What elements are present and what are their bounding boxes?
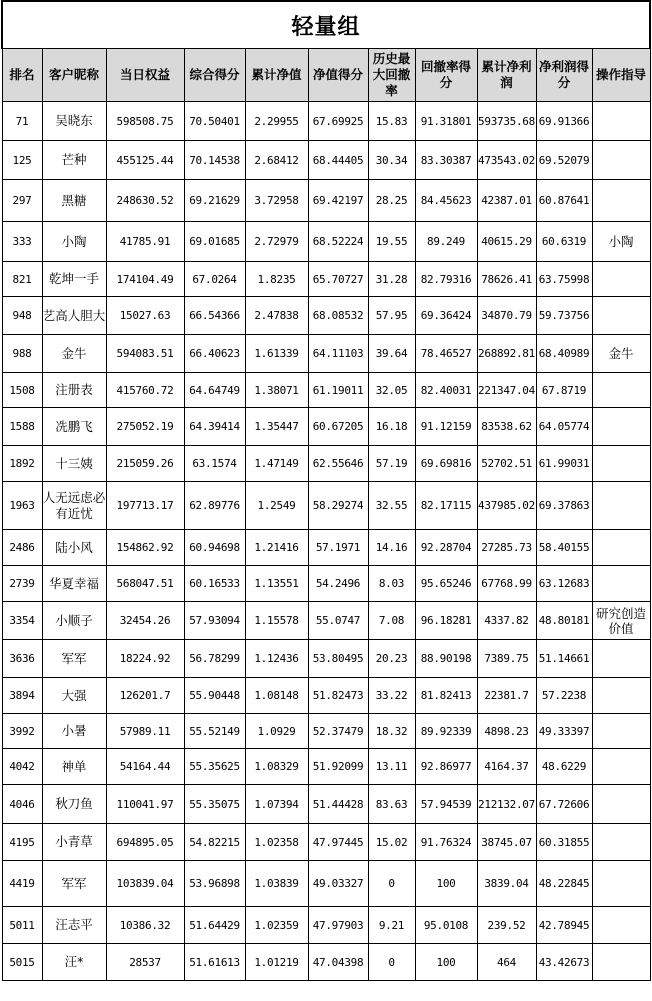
- cell-profit: 473543.02: [477, 141, 536, 180]
- cell-equity: 568047.51: [106, 566, 184, 602]
- cell-profit: 593735.68: [477, 102, 536, 141]
- cell-nav: 2.72979: [245, 222, 308, 262]
- table-row: [2, 262, 650, 297]
- cell-drawdown-score: 91.76324: [415, 824, 477, 861]
- header-drawdown: 历史最大回撤率: [368, 49, 415, 102]
- cell-drawdown-score: 84.45623: [415, 180, 477, 222]
- cell-equity: 15027.63: [106, 297, 184, 335]
- cell-drawdown: 7.08: [368, 602, 415, 640]
- cell-drawdown-score: 82.17115: [415, 482, 477, 530]
- cell-rank: 3636: [2, 640, 42, 678]
- cell-profit-score: 59.73756: [536, 297, 592, 335]
- cell-equity: 598508.75: [106, 102, 184, 141]
- cell-nickname: 艺高人胆大: [42, 297, 106, 335]
- cell-profit: 3839.04: [477, 861, 536, 907]
- cell-drawdown: 19.55: [368, 222, 415, 262]
- cell-score: 51.64429: [184, 907, 245, 944]
- cell-drawdown-score: 82.40031: [415, 373, 477, 408]
- cell-guide: [592, 861, 650, 907]
- cell-drawdown-score: 92.86977: [415, 749, 477, 785]
- cell-profit: 221347.04: [477, 373, 536, 408]
- table-row: [2, 714, 650, 749]
- cell-nav: 1.03839: [245, 861, 308, 907]
- cell-nickname: 汪*: [42, 944, 106, 981]
- table-row: [2, 482, 650, 530]
- table-title: 轻量组: [2, 1, 650, 49]
- table-row: [2, 408, 650, 446]
- cell-nav-score: 47.97903: [308, 907, 368, 944]
- cell-profit-score: 69.37863: [536, 482, 592, 530]
- header-profit-score: 净利润得分: [536, 49, 592, 102]
- table-row: [2, 180, 650, 222]
- cell-guide: [592, 749, 650, 785]
- cell-nickname: 十三姨: [42, 446, 106, 482]
- cell-rank: 3354: [2, 602, 42, 640]
- cell-profit-score: 48.22845: [536, 861, 592, 907]
- cell-guide: [592, 907, 650, 944]
- cell-drawdown-score: 81.82413: [415, 678, 477, 714]
- cell-score: 66.54366: [184, 297, 245, 335]
- table-row: [2, 944, 650, 981]
- table-row: [2, 861, 650, 907]
- cell-nav-score: 68.08532: [308, 297, 368, 335]
- cell-nav: 2.68412: [245, 141, 308, 180]
- cell-rank: 4042: [2, 749, 42, 785]
- cell-equity: 248630.52: [106, 180, 184, 222]
- cell-equity: 455125.44: [106, 141, 184, 180]
- cell-score: 67.0264: [184, 262, 245, 297]
- cell-profit-score: 67.72606: [536, 785, 592, 824]
- cell-nav-score: 68.52224: [308, 222, 368, 262]
- cell-nav-score: 69.42197: [308, 180, 368, 222]
- cell-profit: 4337.82: [477, 602, 536, 640]
- cell-nav: 1.21416: [245, 530, 308, 566]
- table-row: [2, 141, 650, 180]
- cell-profit-score: 49.33397: [536, 714, 592, 749]
- cell-profit-score: 63.75998: [536, 262, 592, 297]
- cell-score: 55.90448: [184, 678, 245, 714]
- cell-score: 55.35625: [184, 749, 245, 785]
- table-row: [2, 335, 650, 373]
- cell-equity: 215059.26: [106, 446, 184, 482]
- cell-score: 54.82215: [184, 824, 245, 861]
- header-nav-score: 净值得分: [308, 49, 368, 102]
- cell-rank: 71: [2, 102, 42, 141]
- cell-nav: 1.0929: [245, 714, 308, 749]
- cell-profit: 38745.07: [477, 824, 536, 861]
- cell-rank: 948: [2, 297, 42, 335]
- cell-profit: 239.52: [477, 907, 536, 944]
- cell-guide: [592, 408, 650, 446]
- cell-nickname: 小青草: [42, 824, 106, 861]
- cell-profit: 268892.81: [477, 335, 536, 373]
- cell-drawdown-score: 69.69816: [415, 446, 477, 482]
- cell-rank: 5015: [2, 944, 42, 981]
- cell-guide: 研究创造价值: [592, 602, 650, 640]
- cell-guide: [592, 714, 650, 749]
- cell-score: 70.50401: [184, 102, 245, 141]
- cell-rank: 988: [2, 335, 42, 373]
- cell-profit: 437985.02: [477, 482, 536, 530]
- header-nickname: 客户昵称: [42, 49, 106, 102]
- cell-score: 56.78299: [184, 640, 245, 678]
- cell-profit: 78626.41: [477, 262, 536, 297]
- cell-score: 69.21629: [184, 180, 245, 222]
- cell-drawdown-score: 100: [415, 944, 477, 981]
- cell-nickname: 华夏幸福: [42, 566, 106, 602]
- cell-nav: 1.47149: [245, 446, 308, 482]
- cell-nickname: 乾坤一手: [42, 262, 106, 297]
- cell-profit-score: 61.99031: [536, 446, 592, 482]
- cell-profit-score: 68.40989: [536, 335, 592, 373]
- cell-drawdown-score: 89.249: [415, 222, 477, 262]
- cell-nickname: 金牛: [42, 335, 106, 373]
- cell-score: 64.64749: [184, 373, 245, 408]
- cell-profit-score: 48.80181: [536, 602, 592, 640]
- cell-nav: 1.08148: [245, 678, 308, 714]
- cell-drawdown-score: 69.36424: [415, 297, 477, 335]
- cell-profit: 42387.01: [477, 180, 536, 222]
- cell-nav-score: 52.37479: [308, 714, 368, 749]
- cell-guide: [592, 180, 650, 222]
- cell-nav-score: 62.55646: [308, 446, 368, 482]
- cell-drawdown: 16.18: [368, 408, 415, 446]
- cell-guide: 金牛: [592, 335, 650, 373]
- cell-nav-score: 67.69925: [308, 102, 368, 141]
- cell-score: 70.14538: [184, 141, 245, 180]
- cell-equity: 174104.49: [106, 262, 184, 297]
- cell-score: 55.35075: [184, 785, 245, 824]
- cell-drawdown: 15.83: [368, 102, 415, 141]
- cell-equity: 275052.19: [106, 408, 184, 446]
- cell-rank: 125: [2, 141, 42, 180]
- cell-drawdown-score: 57.94539: [415, 785, 477, 824]
- cell-nickname: 小暑: [42, 714, 106, 749]
- cell-profit-score: 60.87641: [536, 180, 592, 222]
- cell-guide: [592, 678, 650, 714]
- cell-drawdown: 9.21: [368, 907, 415, 944]
- cell-drawdown-score: 78.46527: [415, 335, 477, 373]
- cell-profit: 212132.07: [477, 785, 536, 824]
- cell-guide: [592, 373, 650, 408]
- cell-nickname: 黑糖: [42, 180, 106, 222]
- cell-equity: 126201.7: [106, 678, 184, 714]
- cell-nickname: 注册表: [42, 373, 106, 408]
- cell-nickname: 吴晓东: [42, 102, 106, 141]
- cell-drawdown-score: 89.92339: [415, 714, 477, 749]
- cell-profit-score: 69.91366: [536, 102, 592, 141]
- ranking-table: [1, 0, 651, 981]
- cell-nav-score: 58.29274: [308, 482, 368, 530]
- header-profit: 累计净利润: [477, 49, 536, 102]
- cell-profit-score: 58.40155: [536, 530, 592, 566]
- cell-equity: 594083.51: [106, 335, 184, 373]
- cell-drawdown: 33.22: [368, 678, 415, 714]
- cell-drawdown-score: 88.90198: [415, 640, 477, 678]
- cell-drawdown-score: 91.31801: [415, 102, 477, 141]
- cell-score: 51.61613: [184, 944, 245, 981]
- cell-drawdown: 28.25: [368, 180, 415, 222]
- cell-nav-score: 54.2496: [308, 566, 368, 602]
- cell-nickname: 小顺子: [42, 602, 106, 640]
- table-row: [2, 222, 650, 262]
- cell-nav: 1.13551: [245, 566, 308, 602]
- cell-drawdown-score: 100: [415, 861, 477, 907]
- cell-nav: 2.29955: [245, 102, 308, 141]
- cell-drawdown: 57.95: [368, 297, 415, 335]
- cell-rank: 297: [2, 180, 42, 222]
- header-row: [2, 49, 650, 102]
- cell-rank: 4195: [2, 824, 42, 861]
- cell-nav-score: 64.11103: [308, 335, 368, 373]
- cell-rank: 333: [2, 222, 42, 262]
- cell-guide: [592, 566, 650, 602]
- cell-guide: [592, 141, 650, 180]
- table-row: [2, 678, 650, 714]
- cell-equity: 41785.91: [106, 222, 184, 262]
- cell-equity: 694895.05: [106, 824, 184, 861]
- table-row: [2, 785, 650, 824]
- cell-profit-score: 67.8719: [536, 373, 592, 408]
- cell-nav: 3.72958: [245, 180, 308, 222]
- cell-nav-score: 47.04398: [308, 944, 368, 981]
- cell-drawdown: 31.28: [368, 262, 415, 297]
- cell-profit-score: 60.31855: [536, 824, 592, 861]
- cell-nav: 1.01219: [245, 944, 308, 981]
- cell-equity: 103839.04: [106, 861, 184, 907]
- cell-nav-score: 60.67205: [308, 408, 368, 446]
- cell-rank: 5011: [2, 907, 42, 944]
- table-row: [2, 640, 650, 678]
- cell-rank: 3894: [2, 678, 42, 714]
- cell-nav: 1.2549: [245, 482, 308, 530]
- cell-nav: 1.12436: [245, 640, 308, 678]
- cell-nav-score: 49.03327: [308, 861, 368, 907]
- cell-nav-score: 68.44405: [308, 141, 368, 180]
- cell-guide: [592, 297, 650, 335]
- cell-rank: 4419: [2, 861, 42, 907]
- cell-rank: 1508: [2, 373, 42, 408]
- cell-drawdown-score: 91.12159: [415, 408, 477, 446]
- cell-profit: 464: [477, 944, 536, 981]
- cell-profit-score: 63.12683: [536, 566, 592, 602]
- cell-profit: 7389.75: [477, 640, 536, 678]
- cell-drawdown: 0: [368, 861, 415, 907]
- cell-nav: 1.02359: [245, 907, 308, 944]
- cell-equity: 54164.44: [106, 749, 184, 785]
- cell-profit: 4164.37: [477, 749, 536, 785]
- cell-drawdown-score: 96.18281: [415, 602, 477, 640]
- cell-rank: 1892: [2, 446, 42, 482]
- cell-score: 60.16533: [184, 566, 245, 602]
- cell-drawdown: 32.55: [368, 482, 415, 530]
- cell-guide: [592, 102, 650, 141]
- cell-drawdown: 8.03: [368, 566, 415, 602]
- cell-drawdown-score: 82.79316: [415, 262, 477, 297]
- table-row: [2, 297, 650, 335]
- cell-guide: [592, 824, 650, 861]
- cell-drawdown: 18.32: [368, 714, 415, 749]
- cell-nav-score: 65.70727: [308, 262, 368, 297]
- table-body: [2, 102, 650, 981]
- cell-guide: [592, 446, 650, 482]
- cell-equity: 18224.92: [106, 640, 184, 678]
- table-row: [2, 446, 650, 482]
- cell-drawdown-score: 92.28704: [415, 530, 477, 566]
- cell-nickname: 秋刀鱼: [42, 785, 106, 824]
- cell-guide: [592, 530, 650, 566]
- table-row: [2, 566, 650, 602]
- cell-score: 53.96898: [184, 861, 245, 907]
- cell-drawdown: 39.64: [368, 335, 415, 373]
- cell-equity: 10386.32: [106, 907, 184, 944]
- title-row: [2, 1, 650, 49]
- cell-nickname: 小陶: [42, 222, 106, 262]
- cell-nav-score: 61.19011: [308, 373, 368, 408]
- cell-profit: 67768.99: [477, 566, 536, 602]
- table-row: [2, 530, 650, 566]
- cell-nickname: 人无远虑必有近忧: [42, 482, 106, 530]
- cell-profit-score: 69.52079: [536, 141, 592, 180]
- cell-drawdown: 13.11: [368, 749, 415, 785]
- cell-nav-score: 57.1971: [308, 530, 368, 566]
- header-nav: 累计净值: [245, 49, 308, 102]
- cell-nav-score: 55.0747: [308, 602, 368, 640]
- cell-nav-score: 51.92099: [308, 749, 368, 785]
- cell-nav: 1.07394: [245, 785, 308, 824]
- cell-profit-score: 48.6229: [536, 749, 592, 785]
- cell-equity: 415760.72: [106, 373, 184, 408]
- cell-drawdown: 20.23: [368, 640, 415, 678]
- table-row: [2, 824, 650, 861]
- cell-nav-score: 47.97445: [308, 824, 368, 861]
- cell-equity: 28537: [106, 944, 184, 981]
- cell-nickname: 军军: [42, 861, 106, 907]
- cell-guide: [592, 944, 650, 981]
- cell-nickname: 军军: [42, 640, 106, 678]
- header-rank: 排名: [2, 49, 42, 102]
- cell-drawdown-score: 95.65246: [415, 566, 477, 602]
- cell-nav: 1.02358: [245, 824, 308, 861]
- cell-rank: 1588: [2, 408, 42, 446]
- cell-score: 69.01685: [184, 222, 245, 262]
- cell-nav: 1.15578: [245, 602, 308, 640]
- header-guide: 操作指导: [592, 49, 650, 102]
- cell-drawdown: 15.02: [368, 824, 415, 861]
- cell-rank: 2739: [2, 566, 42, 602]
- cell-nav: 1.08329: [245, 749, 308, 785]
- table-row: [2, 373, 650, 408]
- cell-nav-score: 51.82473: [308, 678, 368, 714]
- cell-profit: 40615.29: [477, 222, 536, 262]
- cell-profit-score: 42.78945: [536, 907, 592, 944]
- cell-rank: 4046: [2, 785, 42, 824]
- cell-profit: 4898.23: [477, 714, 536, 749]
- cell-guide: [592, 640, 650, 678]
- cell-guide: [592, 482, 650, 530]
- cell-equity: 154862.92: [106, 530, 184, 566]
- cell-nav: 1.35447: [245, 408, 308, 446]
- cell-drawdown-score: 95.0108: [415, 907, 477, 944]
- header-drawdown-score: 回撤率得分: [415, 49, 477, 102]
- cell-equity: 57989.11: [106, 714, 184, 749]
- cell-nickname: 芒种: [42, 141, 106, 180]
- cell-equity: 197713.17: [106, 482, 184, 530]
- cell-score: 57.93094: [184, 602, 245, 640]
- cell-guide: [592, 785, 650, 824]
- cell-drawdown: 0: [368, 944, 415, 981]
- cell-nav: 1.38071: [245, 373, 308, 408]
- cell-guide: 小陶: [592, 222, 650, 262]
- cell-nickname: 神单: [42, 749, 106, 785]
- cell-score: 62.89776: [184, 482, 245, 530]
- header-equity: 当日权益: [106, 49, 184, 102]
- cell-rank: 1963: [2, 482, 42, 530]
- cell-profit: 22381.7: [477, 678, 536, 714]
- cell-guide: [592, 262, 650, 297]
- cell-nav-score: 53.80495: [308, 640, 368, 678]
- cell-score: 60.94698: [184, 530, 245, 566]
- table-row: [2, 102, 650, 141]
- cell-score: 64.39414: [184, 408, 245, 446]
- cell-drawdown: 83.63: [368, 785, 415, 824]
- cell-equity: 110041.97: [106, 785, 184, 824]
- cell-profit-score: 64.05774: [536, 408, 592, 446]
- cell-nav: 2.47838: [245, 297, 308, 335]
- cell-nickname: 大强: [42, 678, 106, 714]
- ranking-sheet: [1, 0, 651, 1000]
- cell-score: 55.52149: [184, 714, 245, 749]
- table-row: [2, 602, 650, 640]
- cell-drawdown-score: 83.30387: [415, 141, 477, 180]
- cell-drawdown: 14.16: [368, 530, 415, 566]
- cell-profit-score: 57.2238: [536, 678, 592, 714]
- cell-profit-score: 60.6319: [536, 222, 592, 262]
- cell-profit: 52702.51: [477, 446, 536, 482]
- cell-nickname: 汪志平: [42, 907, 106, 944]
- cell-profit: 27285.73: [477, 530, 536, 566]
- cell-drawdown: 57.19: [368, 446, 415, 482]
- cell-profit: 34870.79: [477, 297, 536, 335]
- cell-equity: 32454.26: [106, 602, 184, 640]
- cell-nickname: 陆小风: [42, 530, 106, 566]
- cell-profit-score: 51.14661: [536, 640, 592, 678]
- cell-nickname: 冼鹏飞: [42, 408, 106, 446]
- table-row: [2, 907, 650, 944]
- header-score: 综合得分: [184, 49, 245, 102]
- cell-nav: 1.8235: [245, 262, 308, 297]
- cell-rank: 3992: [2, 714, 42, 749]
- table-row: [2, 749, 650, 785]
- cell-profit-score: 43.42673: [536, 944, 592, 981]
- cell-drawdown: 30.34: [368, 141, 415, 180]
- cell-rank: 821: [2, 262, 42, 297]
- cell-drawdown: 32.05: [368, 373, 415, 408]
- cell-rank: 2486: [2, 530, 42, 566]
- cell-nav-score: 51.44428: [308, 785, 368, 824]
- cell-nav: 1.61339: [245, 335, 308, 373]
- cell-score: 66.40623: [184, 335, 245, 373]
- cell-score: 63.1574: [184, 446, 245, 482]
- cell-profit: 83538.62: [477, 408, 536, 446]
